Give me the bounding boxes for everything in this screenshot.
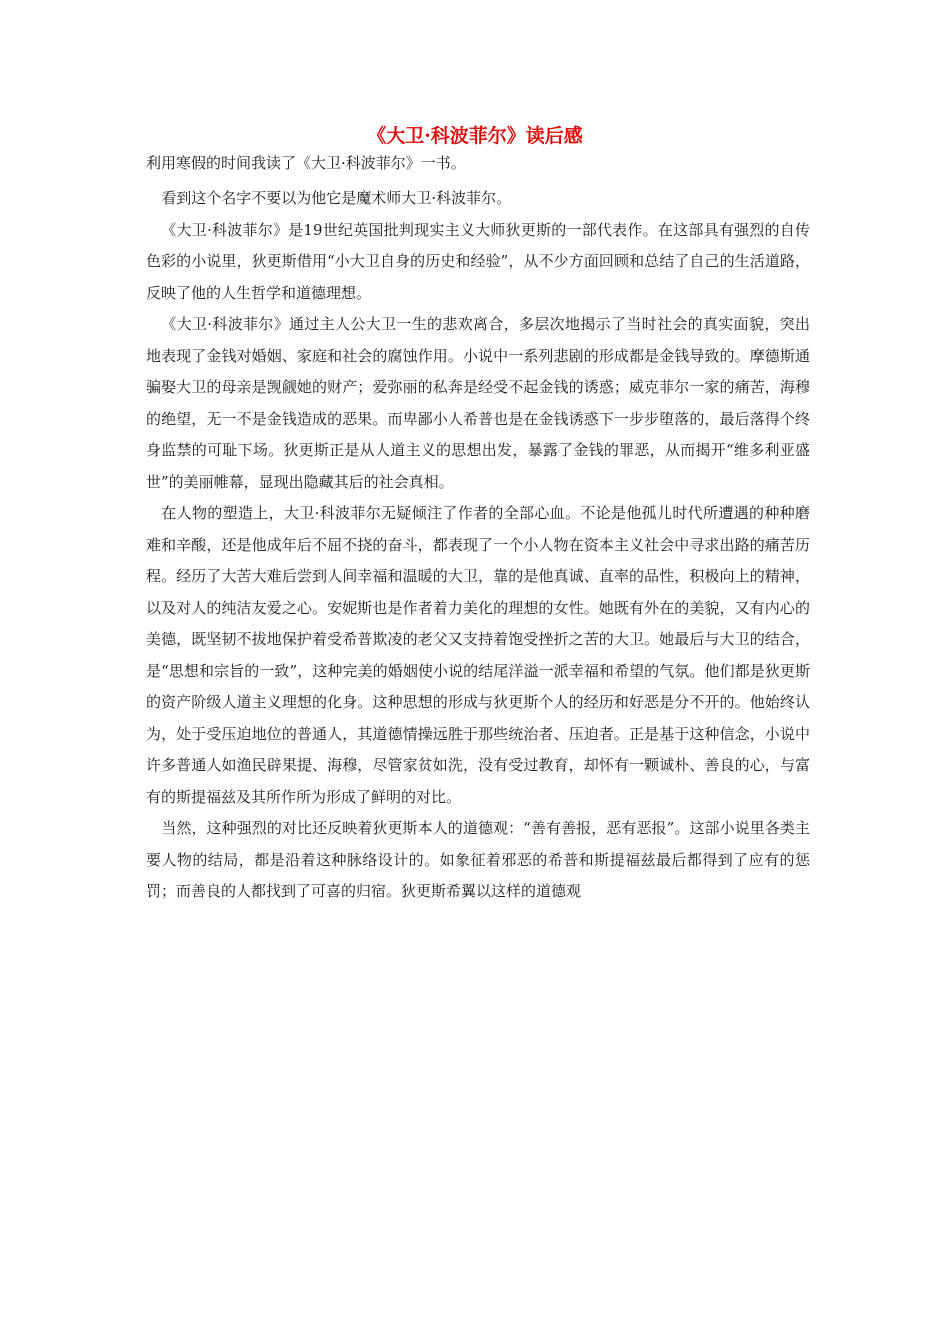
- paragraph-6: 当然，这种强烈的对比还反映着狄更斯本人的道德观：“善有善报，恶有恶报”。这部小说里各类主要人物的结局，都是沿着这种脉络设计的。如象征着邪恶的希普和斯提福兹最后都得到了应有的惩罚；而善良的人都找到了可喜的归宿。狄更斯希翼以这样的道德观: [146, 819, 810, 900]
- paragraph-2: 看到这个名字不要以为他它是魔术师大卫·科波菲尔。: [161, 189, 512, 207]
- document-title: 《大卫·科波菲尔》读后感: [367, 125, 583, 147]
- paragraph-5: 在人物的塑造上，大卫·科波菲尔无疑倾注了作者的全部心血。不论是他孤儿时代所遭遇的种种磨难和辛酸，还是他成年后不屈不挠的奋斗，都表现了一个小人物在资本主义社会中寻求出路的痛苦历程。经历了大苦大难后尝到人间幸福和温暖的大卫，靠的是他真诚、直率的品性，积极向上的精神，以及对人的纯洁友爱之心。安妮斯也是作者着力美化的理想的女性。她既有外在的美貌，又有内心的美德，既坚韧不拔地保护着受希普欺凌的老父又支持着饱受挫折之苦的大卫。她最后与大卫的结合，是“思想和宗旨的一致”，这种完美的婚姻使小说的结尾洋溢一派幸福和希望的气氛。他们都是狄更斯的资产阶级人道主义理想的化身。这种思想的形成与狄更斯个人的经历和好恶是分不开的。他始终认为，处于受压迫地位的普通人，其道德情操远胜于那些统治者、压迫者。正是基于这种信念，小说中许多普通人如渔民辟果提、海穆，尽管家贫如洗，没有受过教育，却怀有一颗诚朴、善良的心，与富有的斯提福兹及其所作所为形成了鲜明的对比。: [146, 504, 810, 806]
- paragraph-3: 《大卫·科波菲尔》是19世纪英国批判现实主义大师狄更斯的一部代表作。在这部具有强烈的自传色彩的小说里，狄更斯借用“小大卫自身的历史和经验”，从不少方面回顾和总结了自己的生活道路，反映了他的人生哲学和道德理想。: [146, 220, 810, 302]
- paragraph-1: 利用寒假的时间我读了《大卫·科波菲尔》一书。: [146, 154, 466, 172]
- paragraph-4: 《大卫·科波菲尔》通过主人公大卫一生的悲欢离合，多层次地揭示了当时社会的真实面貌，突出地表现了金钱对婚姻、家庭和社会的腐蚀作用。小说中一系列悲剧的形成都是金钱导致的。摩德斯通骗娶大卫的母亲是觊觎她的财产；爱弥丽的私奔是经受不起金钱的诱惑；威克菲尔一家的痛苦，海穆的绝望，无一不是金钱造成的恶果。而卑鄙小人希普也是在金钱诱惑下一步步堕落的，最后落得个终身监禁的可耻下场。狄更斯正是从人道主义的思想出发，暴露了金钱的罪恶，从而揭开“维多利亚盛世”的美丽帷幕，显现出隐藏其后的社会真相。: [146, 315, 810, 491]
- document-body: [146, 150, 810, 908]
